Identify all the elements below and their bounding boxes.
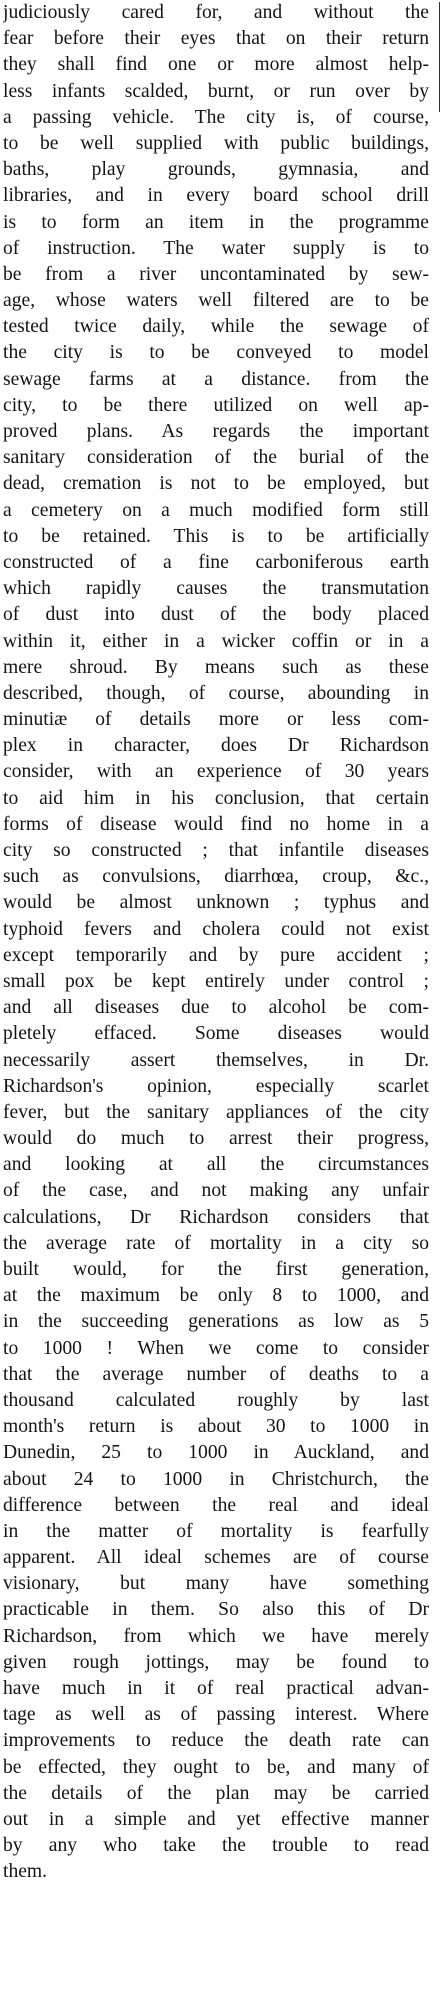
text-line: consider, with an experience of 30 years <box>3 761 429 783</box>
text-line: thousand calculated roughly by last <box>3 1389 429 1411</box>
text-line: of instruction. The water supply is to <box>3 237 429 259</box>
text-line: would do much to arrest their progress, <box>3 1128 429 1150</box>
text-line: difference between the real and ideal <box>3 1494 429 1516</box>
text-line-final: them. <box>3 1861 48 1883</box>
text-line: to be retained. This is to be artificially <box>3 525 429 547</box>
text-line: described, though, of course, abounding in <box>3 682 429 704</box>
text-line: be effected, they ought to be, and many of <box>3 1756 429 1778</box>
text-line: a cemetery on a much modified form still <box>3 499 429 521</box>
text-line: fear before their eyes that on their return <box>3 28 429 50</box>
text-line: Richardson's opinion, especially scarlet <box>3 1075 429 1097</box>
text-line: forms of disease would find no home in a <box>3 813 429 835</box>
text-line: age, whose waters well filtered are to be <box>3 290 429 312</box>
text-line: out in a simple and yet effective manner <box>3 1808 429 1830</box>
text-line: except temporarily and by pure accident ; <box>3 944 429 966</box>
text-line: city, to be there utilized on well ap- <box>3 394 429 416</box>
text-line: to aid him in his conclusion, that certain <box>3 787 429 809</box>
text-line: calculations, Dr Richardson considers that <box>3 1206 429 1228</box>
text-line: typhoid fevers and cholera could not exist <box>3 918 429 940</box>
text-line: small pox be kept entirely under control ; <box>3 970 429 992</box>
text-line: about 24 to 1000 in Christchurch, the <box>3 1468 429 1490</box>
text-line: and all diseases due to alcohol be com- <box>3 997 429 1019</box>
text-line: apparent. All ideal schemes are of course <box>3 1547 429 1569</box>
text-line: dead, cremation is not to be employed, but <box>3 473 429 495</box>
text-line: the details of the plan may be carried <box>3 1782 429 1804</box>
text-line: sanitary consideration of the burial of the <box>3 447 429 469</box>
text-line: and looking at all the circumstances <box>3 1154 429 1176</box>
text-line: to be well supplied with public buildings, <box>3 132 429 154</box>
text-line: be from a river uncontaminated by sew- <box>3 263 429 285</box>
text-line: plex in character, does Dr Richardson <box>3 735 429 757</box>
text-line: tage as well as of passing interest. Where <box>3 1704 429 1726</box>
article-column <box>3 0 429 2013</box>
text-line: would be almost unknown ; typhus and <box>3 892 429 914</box>
text-line: within it, either in a wicker coffin or in a <box>3 630 429 652</box>
text-line: by any who take the trouble to read <box>3 1835 429 1857</box>
text-line: have much in it of real practical advan- <box>3 1678 429 1699</box>
text-line: in the succeeding generations as low as 5 <box>3 1311 429 1333</box>
text-line: at the maximum be only 8 to 1000, and <box>3 1285 429 1307</box>
text-line: that the average number of deaths to a <box>3 1363 429 1385</box>
text-line: pletely effaced. Some diseases would <box>3 1023 429 1045</box>
text-line: they shall find one or more almost help- <box>3 54 429 76</box>
text-line: visionary, but many have something <box>3 1573 429 1595</box>
text-line: the average rate of mortality in a city so <box>3 1232 429 1254</box>
text-line: tested twice daily, while the sewage of <box>3 316 429 338</box>
text-line: less infants scalded, burnt, or run over by <box>3 80 429 102</box>
text-line: Richardson, from which we have merely <box>3 1625 429 1647</box>
text-line: fever, but the sanitary appliances of the city <box>3 1101 429 1123</box>
text-line: practicable in them. So also this of Dr <box>3 1599 429 1621</box>
text-line: Dunedin, 25 to 1000 in Auckland, and <box>3 1442 429 1464</box>
column-rule <box>439 2 440 112</box>
text-line: necessarily assert themselves, in Dr. <box>3 1049 429 1071</box>
text-line: sewage farms at a distance. from the <box>3 368 429 390</box>
text-line: of dust into dust of the body placed <box>3 604 429 626</box>
text-line: which rapidly causes the transmutation <box>3 578 429 600</box>
text-line: built would, for the first generation, <box>3 1259 429 1280</box>
text-line: is to form an item in the programme <box>3 211 429 233</box>
text-line: the city is to be conveyed to model <box>3 342 429 364</box>
text-line: a passing vehicle. The city is, of course, <box>3 106 429 128</box>
text-line: city so constructed ; that infantile diseases <box>3 840 429 861</box>
text-line: libraries, and in every board school drill <box>3 185 429 207</box>
text-line: of the case, and not making any unfair <box>3 1180 429 1202</box>
text-line: given rough jottings, may be found to <box>3 1651 429 1673</box>
text-line: in the matter of mortality is fearfully <box>3 1520 429 1542</box>
text-line: proved plans. As regards the important <box>3 421 429 442</box>
text-line: such as convulsions, diarrhœa, croup, &c., <box>3 866 429 888</box>
text-line: month's return is about 30 to 1000 in <box>3 1416 429 1438</box>
text-line: minutiæ of details more or less com- <box>3 709 429 731</box>
text-line: improvements to reduce the death rate can <box>3 1730 429 1752</box>
text-line: to 1000 ! When we come to consider <box>3 1337 429 1359</box>
text-line: constructed of a fine carboniferous earth <box>3 551 429 573</box>
text-line: mere shroud. By means such as these <box>3 656 429 678</box>
text-line: judiciously cared for, and without the <box>3 2 429 23</box>
text-line: baths, play grounds, gymnasia, and <box>3 159 429 181</box>
